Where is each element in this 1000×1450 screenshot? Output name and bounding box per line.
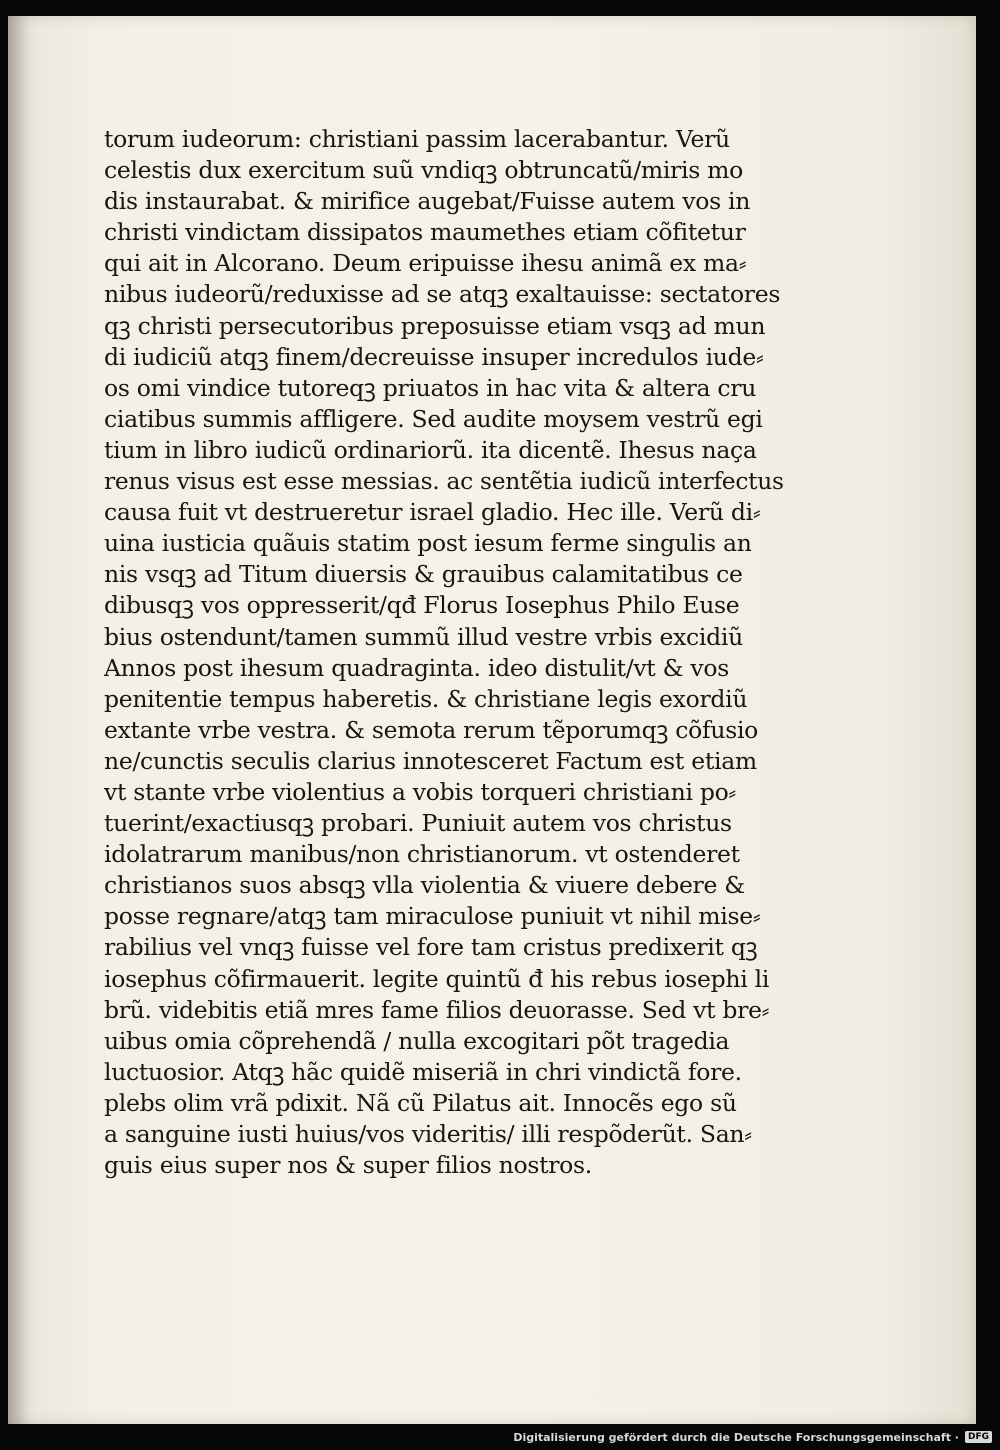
- text-line: posse regnare/atqꝫ tam miraculose puniuit vt nihil mise⸗: [104, 902, 761, 931]
- dfg-logo: DFG: [965, 1431, 992, 1443]
- text-line: luctuosior. Atqꝫ hãc quidẽ miseriã in chri vindictã fore.: [104, 1057, 742, 1086]
- text-line: nibus iudeorũ/reduxisse ad se atqꝫ exaltauisse: sectatores: [104, 280, 781, 309]
- text-line: ne/cunctis seculis clarius innotesceret Factum est etiam: [104, 746, 757, 775]
- text-line: ciatibus summis affligere. Sed audite moysem vestrũ egi: [104, 404, 763, 433]
- text-line: brũ. videbitis etiã mres fame filios deuorasse. Sed vt bre⸗: [104, 995, 770, 1024]
- body-text: [104, 124, 784, 1181]
- text-line: Annos post ihesum quadraginta. ideo distulit/vt & vos: [104, 653, 729, 682]
- text-line: dis instaurabat. & mirifice augebat/Fuisse autem vos in: [104, 187, 751, 216]
- text-line: extante vrbe vestra. & semota rerum tẽporumqꝫ cõfusio: [104, 715, 759, 744]
- text-line: christi vindictam dissipatos maumethes etiam cõfitetur: [104, 218, 746, 247]
- text-line: uina iusticia quãuis statim post iesum ferme singulis an: [104, 529, 752, 558]
- gutter-shadow: [8, 16, 30, 1424]
- text-line: torum iudeorum: christiani passim lacerabantur. Verũ: [104, 125, 730, 153]
- text-line: plebs olim vrã pdixit. Nã cũ Pilatus ait. Innocẽs ego sũ: [104, 1088, 737, 1117]
- text-line: nis vsqꝫ ad Titum diuersis & grauibus calamitatibus ce: [104, 560, 743, 589]
- text-line: bius ostendunt/tamen summũ illud vestre vrbis excidiũ: [104, 622, 743, 651]
- text-line: uibus omia cõprehendã / nulla excogitari põt tragedia: [104, 1026, 730, 1055]
- text-line: christianos suos absqꝫ vlla violentia & viuere debere &: [104, 871, 745, 900]
- book-page: [8, 16, 976, 1424]
- text-line: penitentie tempus haberetis. & christiane legis exordiũ: [104, 684, 748, 713]
- text-line: guis eius super nos & super filios nostros.: [104, 1151, 592, 1180]
- text-line: celestis dux exercitum suũ vndiqꝫ obtruncatũ/miris mo: [104, 156, 743, 185]
- text-line: rabilius vel vnqꝫ fuisse vel fore tam cristus predixerit qꝫ: [104, 933, 758, 962]
- text-line: tuerint/exactiusqꝫ probari. Puniuit autem vos christus: [104, 809, 732, 838]
- text-line: a sanguine iusti huius/vos videritis/ illi respõderũt. San⸗: [104, 1120, 752, 1148]
- text-line: di iudiciũ atqꝫ finem/decreuisse insuper incredulos iude⸗: [104, 342, 764, 371]
- text-line: renus visus est esse messias. ac sentẽtia iudicũ interfectus: [104, 467, 784, 496]
- text-line: vt stante vrbe violentius a vobis torqueri christiani po⸗: [104, 777, 736, 806]
- text-line: dibusqꝫ vos oppresserit/qđ Florus Iosephus Philo Euse: [104, 591, 740, 620]
- text-line: os omi vindice tutoreqꝫ priuatos in hac vita & altera cru: [104, 373, 757, 402]
- footer-bar: [513, 1426, 1000, 1448]
- text-line: qꝫ christi persecutoribus preposuisse etiam vsqꝫ ad mun: [104, 311, 766, 340]
- text-line: tium in libro iudicũ ordinariorũ. ita dicentẽ. Ihesus naça: [104, 435, 757, 464]
- text-line: causa fuit vt destrueretur israel gladio. Hec ille. Verũ di⸗: [104, 498, 761, 527]
- text-line: idolatrarum manibus/non christianorum. vt ostenderet: [104, 840, 740, 869]
- funding-credit: Digitalisierung gefördert durch die Deutsche Forschungsgemeinschaft ·: [513, 1430, 959, 1444]
- text-line: iosephus cõfirmauerit. legite quintũ đ his rebus iosephi li: [104, 964, 770, 993]
- text-line: qui ait in Alcorano. Deum eripuisse ihesu animã ex ma⸗: [104, 249, 747, 278]
